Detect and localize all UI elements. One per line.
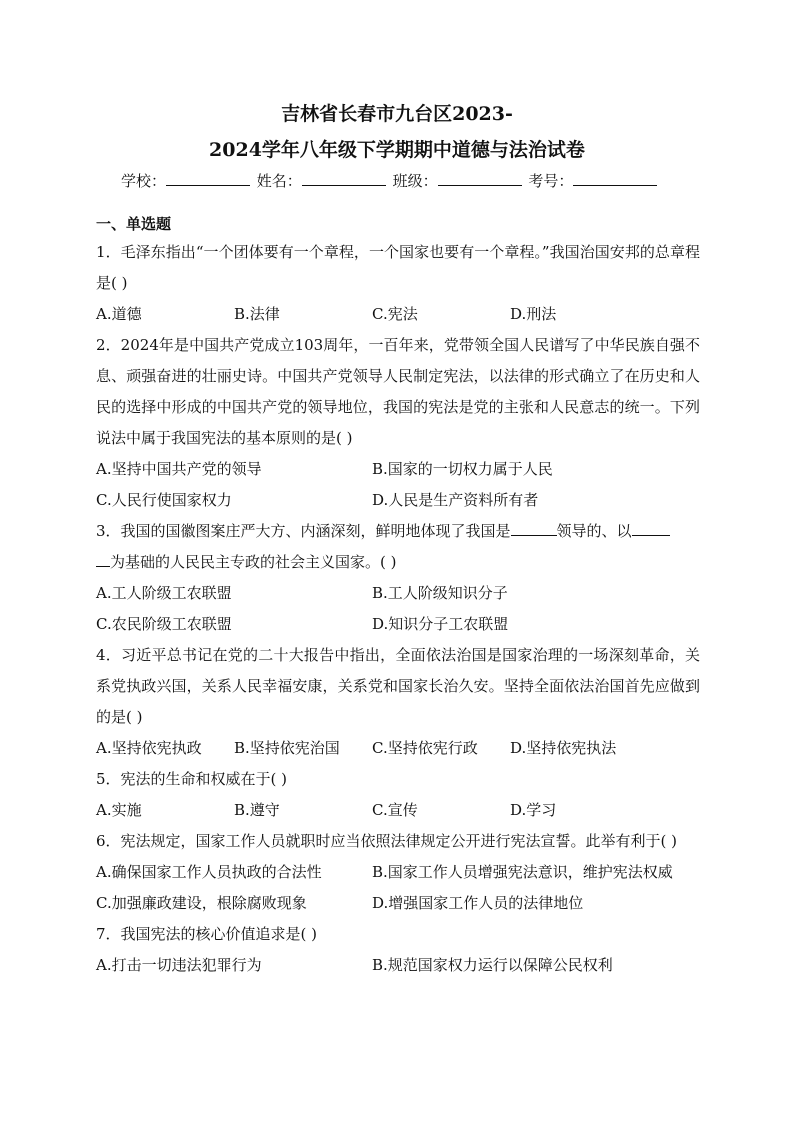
option-row: [96, 299, 700, 330]
option-a[interactable]: A.道德: [96, 305, 142, 323]
option-c[interactable]: C.宪法: [372, 305, 418, 323]
student-info-row: [121, 170, 681, 192]
option-b[interactable]: B.工人阶级知识分子: [372, 584, 508, 602]
fill-blank-1: [511, 519, 557, 536]
name-blank: [302, 171, 386, 186]
question-stem: 5．宪法的生命和权威在于( ): [96, 770, 288, 788]
option-a[interactable]: A.确保国家工作人员执政的合法性: [96, 863, 322, 881]
option-b[interactable]: B.法律: [234, 305, 280, 323]
question-5: [96, 764, 700, 826]
option-a[interactable]: A.打击一切违法犯罪行为: [96, 956, 262, 974]
school-blank: [166, 171, 250, 186]
option-row: [96, 950, 700, 981]
exam-number-label: 考号：: [528, 172, 574, 190]
option-c[interactable]: C.人民行使国家权力: [96, 491, 232, 509]
school-label: 学校：: [121, 172, 167, 190]
option-b[interactable]: B.坚持依宪治国: [234, 739, 340, 757]
option-row: [96, 795, 700, 826]
question-2: [96, 330, 700, 516]
option-c[interactable]: C.农民阶级工农联盟: [96, 615, 232, 633]
option-a[interactable]: A.坚持中国共产党的领导: [96, 460, 262, 478]
question-7: [96, 919, 700, 981]
question-stem: 2．2024年是中国共产党成立103周年，一百年来，党带领全国人民谱写了中华民族自强不息、顽强奋进的壮丽史诗。中国共产党领导人民制定宪法，以法律的形式确立了在历史和人民的选择中形成的中国共产党的领导地位，我国的宪法是党的主张和人民意志的统一。下列说法中属于我国宪法的基本原则的是( ): [96, 336, 700, 447]
question-stem: 1．毛泽东指出“一个团体要有一个章程，一个国家也要有一个章程。”我国治国安邦的总章程是( ): [96, 243, 700, 292]
option-c[interactable]: C.加强廉政建设，根除腐败现象: [96, 894, 307, 912]
option-row: [96, 733, 700, 764]
option-row: [96, 485, 700, 516]
stem-part-2: 领导的、以: [556, 522, 632, 540]
option-d[interactable]: D.坚持依宪执法: [510, 739, 617, 757]
option-a[interactable]: A.实施: [96, 801, 142, 819]
question-stem: 6．宪法规定，国家工作人员就职时应当依照法律规定公开进行宪法宣誓。此举有利于( ): [96, 832, 678, 850]
option-row: [96, 888, 700, 919]
option-d[interactable]: D.增强国家工作人员的法律地位: [372, 894, 584, 912]
section-title: 一、单选题: [96, 215, 172, 233]
question-1: [96, 237, 700, 330]
name-label: 姓名：: [256, 172, 302, 190]
option-b[interactable]: B.规范国家权力运行以保障公民权利: [372, 956, 613, 974]
option-d[interactable]: D.人民是生产资料所有者: [372, 491, 539, 509]
stem-part-1: 3．我国的国徽图案庄严大方、内涵深刻，鲜明地体现了我国是: [96, 522, 511, 540]
option-row: [96, 454, 700, 485]
option-a[interactable]: A.坚持依宪执政: [96, 739, 202, 757]
fill-blank-2-cont: [96, 550, 110, 567]
question-4: [96, 640, 700, 764]
option-d[interactable]: D.刑法: [510, 305, 557, 323]
option-row: [96, 578, 700, 609]
class-label: 班级：: [392, 172, 438, 190]
option-d[interactable]: D.知识分子工农联盟: [372, 615, 509, 633]
question-stem: [96, 516, 700, 578]
question-list: [96, 213, 700, 981]
question-6: [96, 826, 700, 919]
exam-title-line1: 吉林省长春市九台区2023-: [281, 103, 513, 125]
class-blank: [438, 171, 522, 186]
question-stem: 7．我国宪法的核心价值追求是( ): [96, 925, 318, 943]
option-row: [96, 609, 700, 640]
question-stem: 4．习近平总书记在党的二十大报告中指出，全面依法治国是国家治理的一场深刻革命，关系党执政兴国，关系人民幸福安康，关系党和国家长治久安。坚持全面依法治国首先应做到的是( ): [96, 646, 700, 726]
option-d[interactable]: D.学习: [510, 801, 557, 819]
exam-title-line2: 2024学年八年级下学期期中道德与法治试卷: [209, 139, 585, 161]
option-b[interactable]: B.国家工作人员增强宪法意识，维护宪法权威: [372, 863, 673, 881]
option-b[interactable]: B.遵守: [234, 801, 280, 819]
question-3: [96, 516, 700, 640]
option-b[interactable]: B.国家的一切权力属于人民: [372, 460, 553, 478]
option-c[interactable]: C.宣传: [372, 801, 418, 819]
fill-blank-2: [632, 519, 670, 536]
exam-number-blank: [573, 171, 657, 186]
option-row: [96, 857, 700, 888]
stem-part-3: 为基础的人民民主专政的社会主义国家。( ): [110, 553, 397, 571]
option-a[interactable]: A.工人阶级工农联盟: [96, 584, 232, 602]
option-c[interactable]: C.坚持依宪行政: [372, 739, 478, 757]
